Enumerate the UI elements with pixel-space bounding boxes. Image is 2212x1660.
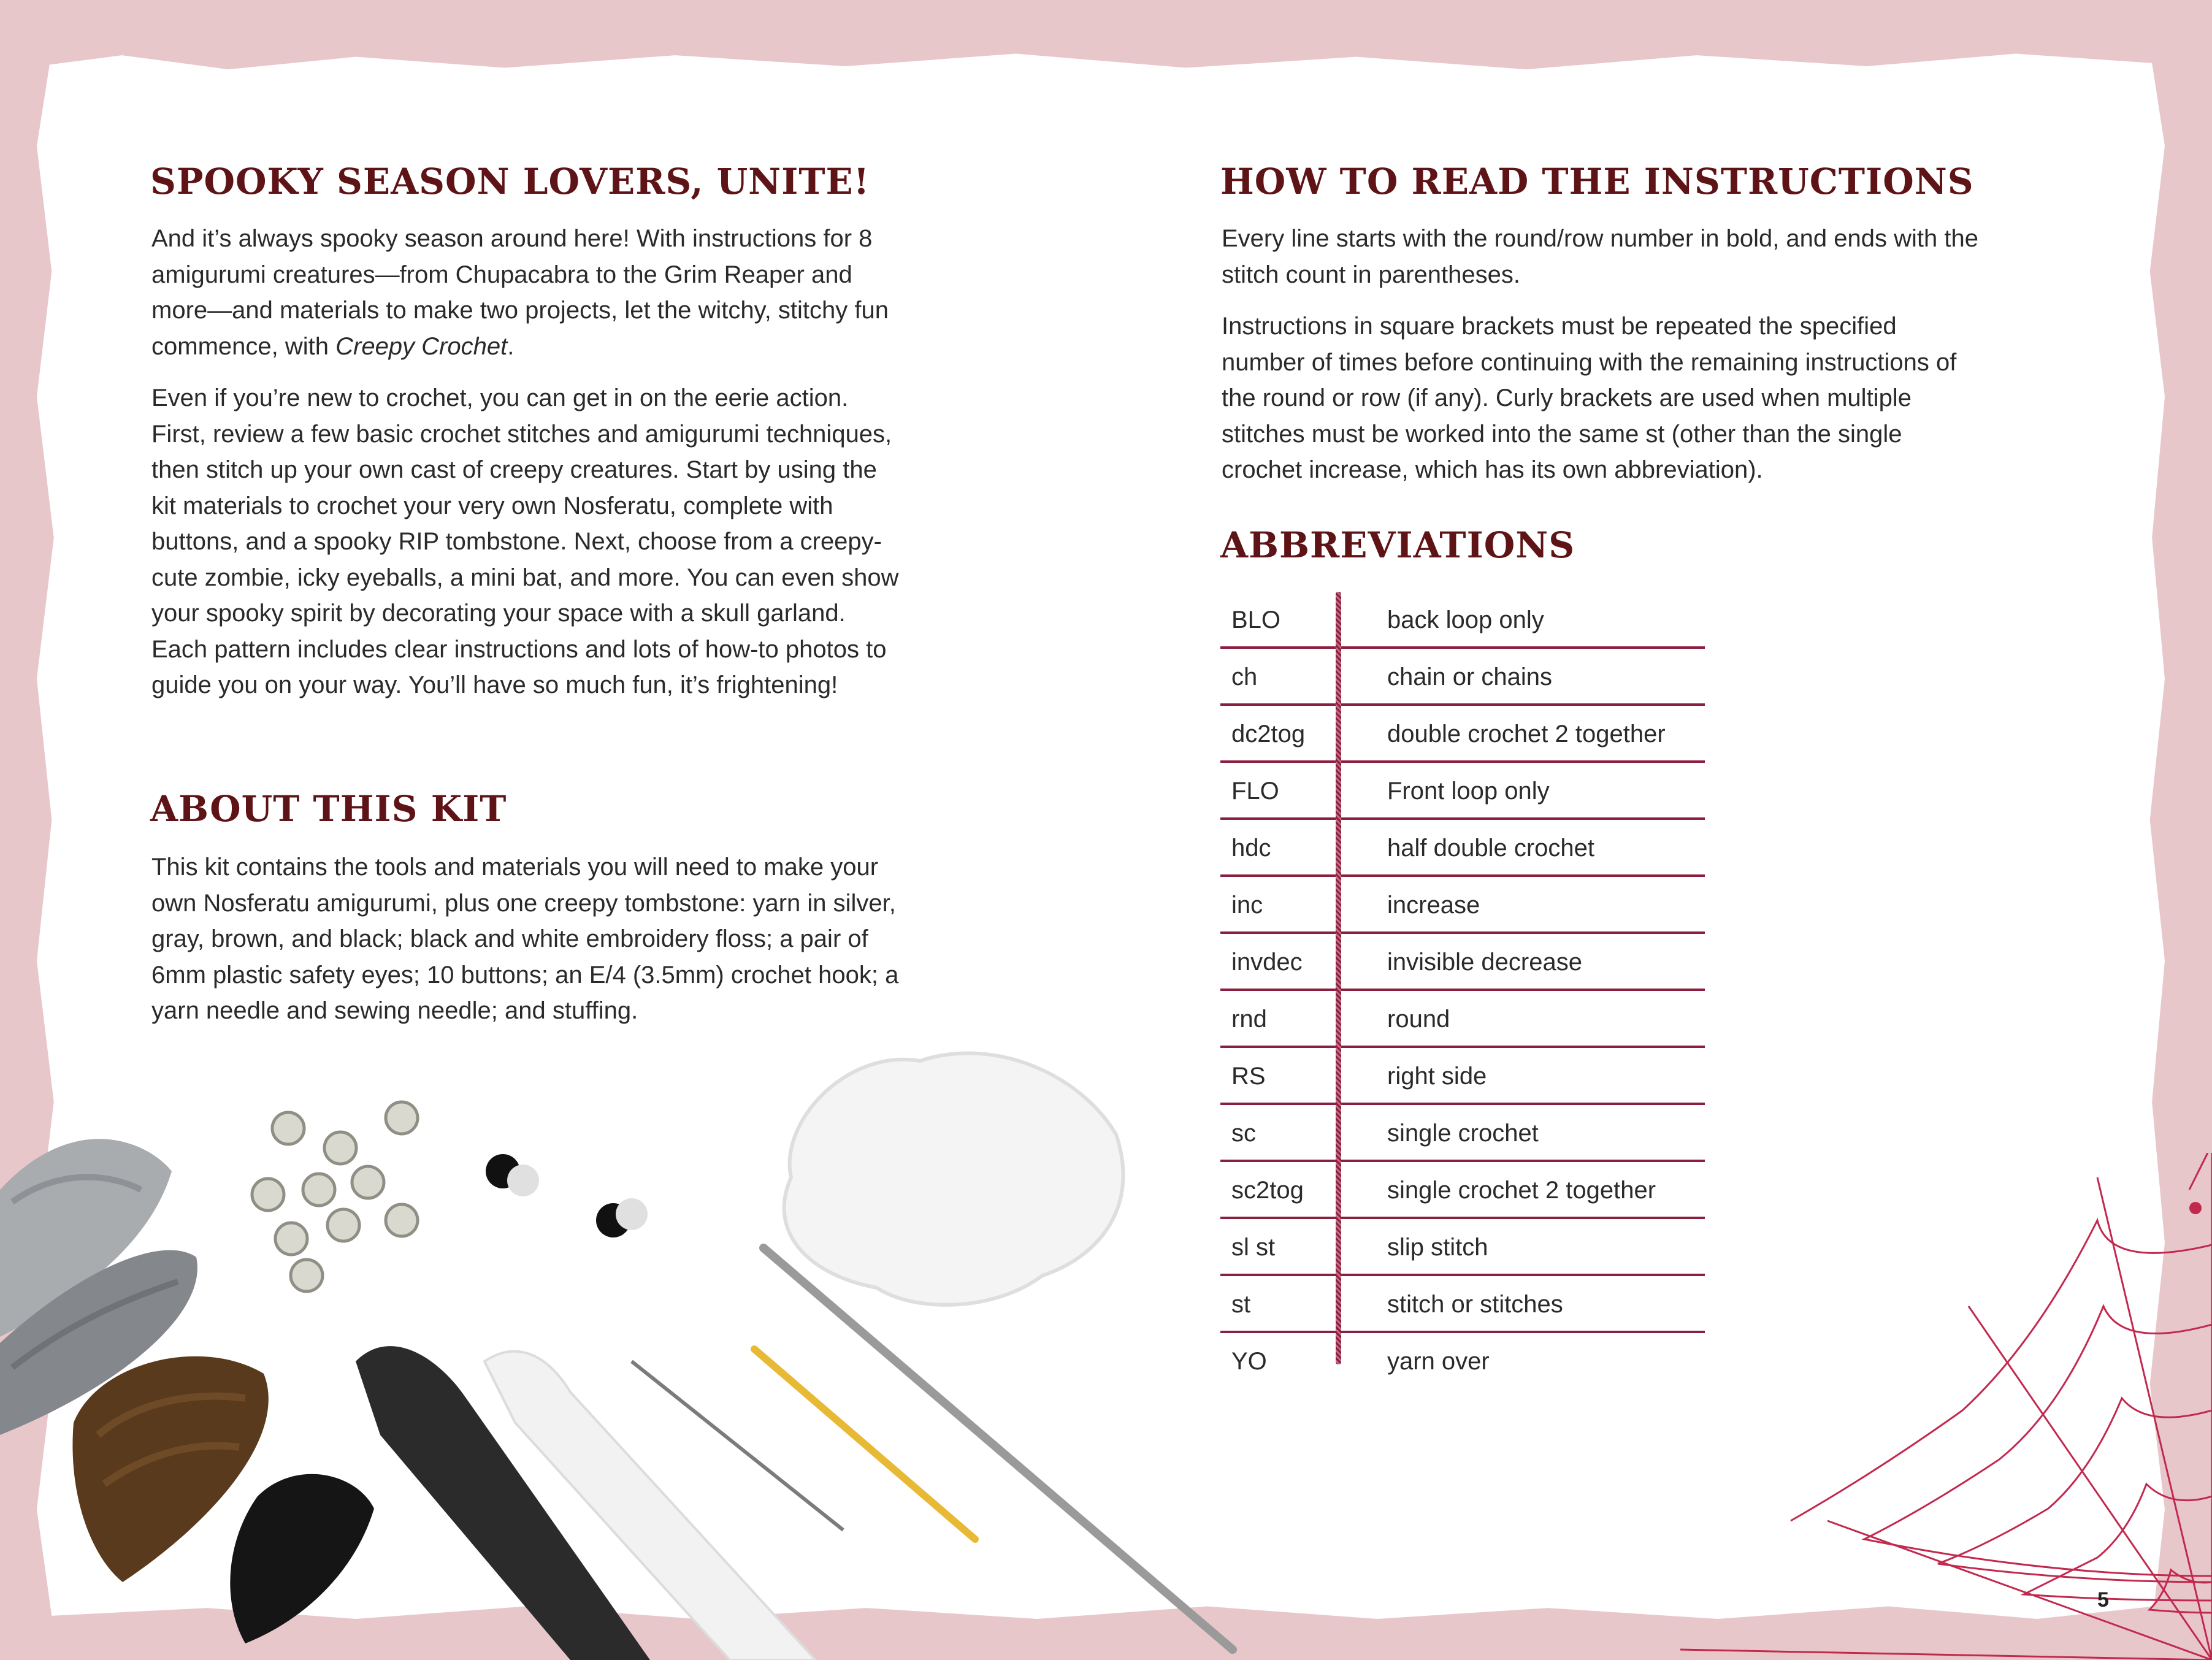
abbreviation-meaning: increase: [1387, 892, 1480, 919]
abbreviation-row: [1220, 1219, 1705, 1276]
abbreviation-term: invdec: [1231, 949, 1303, 976]
instructions-paragraph-2: Instructions in square brackets must be repeated the specified number of times before continuing with the remaining instructions of the round or row (if any). Curly brackets are used when multiple stitches must be worked into the same st (other than the single crochet increase, which has its own abbreviation).: [1222, 313, 1957, 483]
abbreviation-meaning: slip stitch: [1387, 1234, 1488, 1261]
abbreviation-meaning: invisible decrease: [1387, 949, 1582, 976]
kit-materials-photo: [0, 969, 1288, 1660]
abbreviation-meaning: double crochet 2 together: [1387, 721, 1666, 748]
abbreviation-row: [1220, 763, 1705, 820]
abbreviation-meaning: round: [1387, 1006, 1450, 1033]
abbreviation-row: [1220, 1276, 1705, 1333]
abbreviation-term: RS: [1231, 1063, 1266, 1090]
abbreviation-meaning: right side: [1387, 1063, 1487, 1090]
intro-paragraph-1: [151, 221, 900, 364]
abbreviation-term: FLO: [1231, 778, 1279, 805]
abbreviation-meaning: half double crochet: [1387, 835, 1595, 862]
abbreviation-term: sc2tog: [1231, 1177, 1304, 1204]
crochet-hook-icon: [763, 1248, 1233, 1650]
abbreviation-term: ch: [1231, 664, 1258, 690]
abbreviation-row: [1220, 1162, 1705, 1219]
page-number: 5: [2097, 1588, 2109, 1612]
abbreviation-row: [1220, 820, 1705, 877]
abbreviation-row: [1220, 1105, 1705, 1162]
abbreviation-row: [1220, 1333, 1705, 1388]
abbreviation-term: hdc: [1231, 835, 1271, 862]
book-title-italic: Creepy Crochet: [335, 332, 508, 360]
intro-p1-text: And it’s always spooky season around here! With instructions for 8 amigurumi creatures—from Chupacabra to the Grim Reaper and more—and materials to make two projects, let the witchy, stitchy fun commence, with: [151, 225, 889, 360]
intro-paragraph-2: Even if you’re new to crochet, you can get in on the eerie action. First, review a few basic crochet stitches and amigurumi techniques, then stitch up your own cast of creepy creatures. Start by using the kit materials to crochet your very own Nosferatu, complete with buttons, and a spooky RIP tombstone. Next, choose from a creepy-cute zombie, icky eyeballs, a mini bat, and more. You can even show your spooky spirit by decorating your space with a skull garland. Each pattern includes clear instructions and lots of how-to photos to guide you on your way. You’ll have so much fun, it’s frightening!: [151, 384, 899, 698]
abbreviation-row: [1220, 877, 1705, 934]
abbreviation-row: [1220, 1048, 1705, 1105]
black-yarn-skein-icon: [230, 1474, 374, 1643]
heading-how-to-read: HOW TO READ THE INSTRUCTIONS: [1220, 161, 1974, 202]
spider-icon: [2189, 1202, 2202, 1214]
intro-text: [151, 221, 900, 719]
abbreviation-row: [1220, 592, 1705, 649]
abbreviation-row: [1220, 991, 1705, 1048]
abbreviation-row: [1220, 706, 1705, 763]
stuffing-icon: [784, 1053, 1123, 1304]
instructions-paragraph-1: Every line starts with the round/row number in bold, and ends with the stitch count in parentheses.: [1222, 225, 1978, 288]
abbreviation-term: dc2tog: [1231, 721, 1306, 748]
abbreviation-term: YO: [1231, 1348, 1267, 1375]
heading-spooky-season: SPOOKY SEASON LOVERS, UNITE!: [150, 161, 870, 202]
heading-abbreviations: ABBREVIATIONS: [1220, 524, 1575, 566]
button-cluster-icon: [252, 1102, 418, 1291]
abbreviation-term: BLO: [1231, 606, 1281, 633]
abbreviation-term: sl st: [1231, 1234, 1276, 1261]
needles-icon: [632, 1349, 975, 1539]
abbreviation-term: rnd: [1231, 1006, 1267, 1033]
spider-web-icon: [1680, 1153, 2212, 1660]
abbreviation-meaning: yarn over: [1387, 1348, 1490, 1375]
abbreviation-meaning: single crochet: [1387, 1120, 1539, 1147]
floss-icon: [356, 1346, 816, 1660]
abbreviation-term: st: [1231, 1291, 1251, 1318]
abbreviation-meaning: chain or chains: [1387, 664, 1553, 690]
abbreviation-term: inc: [1231, 892, 1263, 919]
intro-p1-end: .: [507, 332, 515, 360]
abbreviation-term: sc: [1231, 1120, 1256, 1147]
abbreviations-table: [1220, 592, 1705, 1388]
instructions-text: [1222, 221, 1982, 504]
abbreviation-meaning: stitch or stitches: [1387, 1291, 1563, 1318]
abbreviation-row: [1220, 934, 1705, 991]
abbreviation-meaning: back loop only: [1387, 606, 1544, 633]
table-divider: [1336, 592, 1341, 1364]
kit-paragraph: This kit contains the tools and materials you will need to make your own Nosferatu amigurumi, plus one creepy tombstone: yarn in silver, gray, brown, and black; black and white embroidery floss; a pair of 6mm plastic safety eyes; 10 buttons; an E/4 (3.5mm) crochet hook; a yarn needle and sewing needle; and stuffing.: [151, 854, 899, 1024]
abbreviation-row: [1220, 649, 1705, 706]
abbreviation-meaning: single crochet 2 together: [1387, 1177, 1656, 1204]
heading-about-kit: ABOUT THIS KIT: [150, 788, 507, 830]
safety-eyes-icon: [486, 1154, 648, 1237]
abbreviation-meaning: Front loop only: [1387, 778, 1550, 805]
